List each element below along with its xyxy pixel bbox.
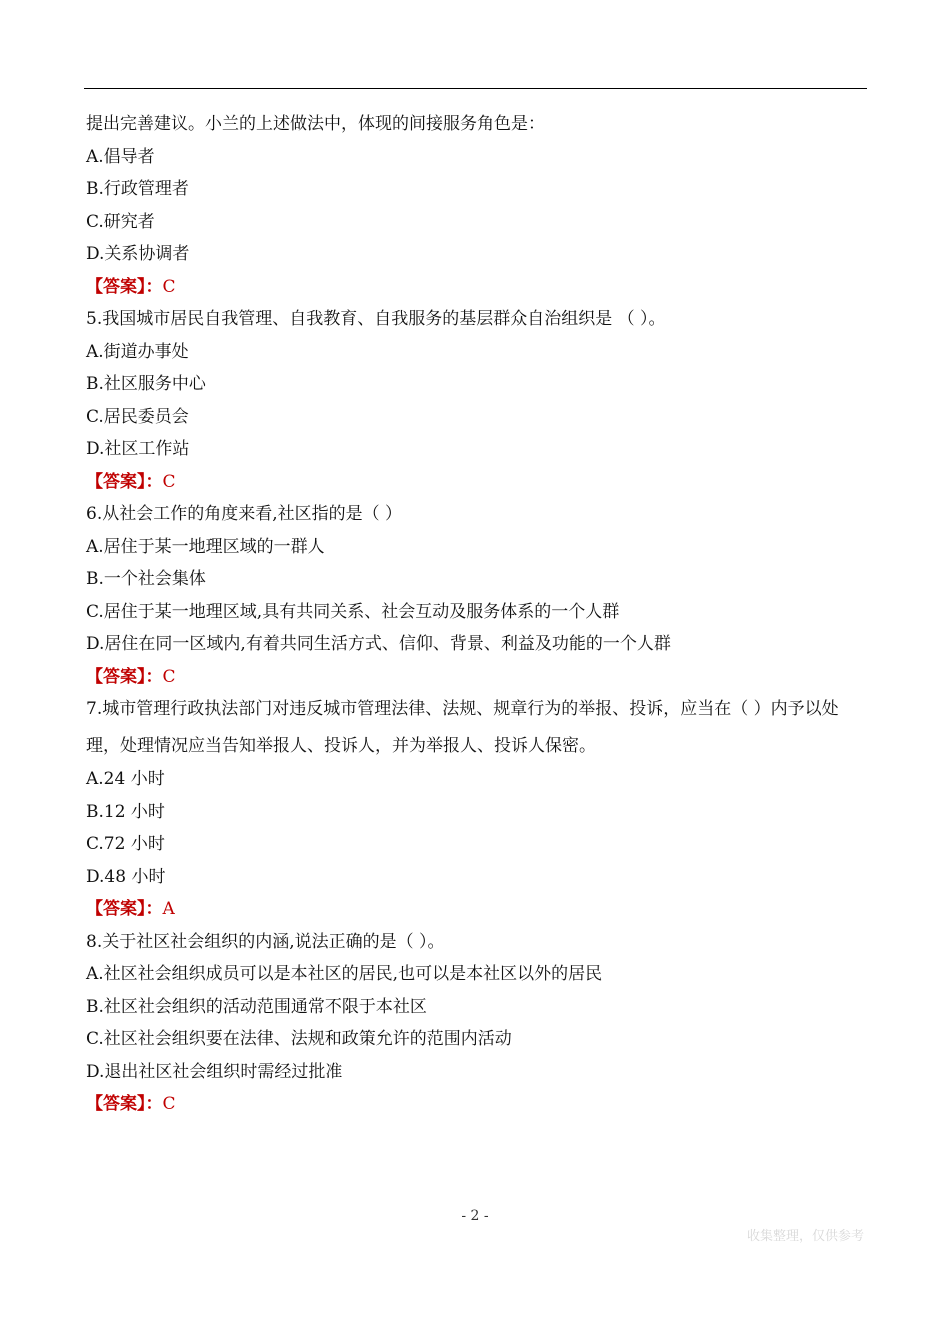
option-a: A.倡导者 bbox=[86, 146, 155, 167]
question-text: 6.从社会工作的角度来看,社区指的是（ ） bbox=[86, 504, 403, 524]
header-rule bbox=[84, 88, 867, 89]
option-b: B.12 小时 bbox=[86, 801, 165, 822]
answer-label: 【答案】： bbox=[86, 471, 163, 492]
option-a: A.24 小时 bbox=[86, 769, 165, 789]
option-b: B.一个社会集体 bbox=[86, 569, 206, 589]
option-c: C.社区社会组织要在法律、法规和政策允许的范围内活动 bbox=[86, 1029, 512, 1049]
option-c: C.居民委员会 bbox=[86, 406, 189, 427]
option-b: B.行政管理者 bbox=[86, 179, 189, 199]
answer-line bbox=[86, 665, 868, 689]
answer-value: C bbox=[162, 471, 176, 492]
question-4-continued bbox=[86, 112, 868, 299]
option-a: A.街道办事处 bbox=[86, 341, 189, 362]
option-c: C.72 小时 bbox=[86, 834, 165, 854]
answer-value: A bbox=[162, 899, 175, 919]
answer-value: C bbox=[162, 276, 176, 297]
page-number: - 2 - bbox=[461, 1208, 489, 1224]
option-c: C.居住于某一地理区域,具有共同关系、社会互动及服务体系的一个人群 bbox=[86, 601, 620, 622]
question-8 bbox=[86, 930, 868, 1117]
question-text: 8.关于社区社会组织的内涵,说法正确的是（ ）。 bbox=[86, 931, 445, 952]
option-d: D.48 小时 bbox=[86, 866, 166, 887]
answer-line bbox=[86, 1092, 868, 1116]
watermark-text: 收集整理，仅供参考 bbox=[746, 1229, 864, 1244]
question-6 bbox=[86, 502, 868, 689]
option-c: C.研究者 bbox=[86, 211, 155, 232]
option-d: D.退出社区社会组织时需经过批准 bbox=[86, 1061, 343, 1082]
answer-label: 【答案】： bbox=[86, 666, 163, 687]
answer-line bbox=[86, 897, 868, 921]
option-d: D.关系协调者 bbox=[86, 244, 190, 264]
option-a: A.社区社会组织成员可以是本社区的居民,也可以是本社区以外的居民 bbox=[86, 964, 603, 984]
option-d: D.居住在同一区域内,有着共同生活方式、信仰、背景、利益及功能的一个人群 bbox=[86, 634, 671, 654]
question-text: 7.城市管理行政执法部门对违反城市管理法律、法规、规章行为的举报、投诉，应当在（ ）内予以处理，处理情况应当告知举报人、投诉人，并为举报人、投诉人保密。 bbox=[86, 699, 839, 756]
answer-label: 【答案】： bbox=[86, 899, 163, 919]
answer-label: 【答案】： bbox=[86, 276, 163, 297]
document-body bbox=[86, 112, 868, 1125]
option-d: D.社区工作站 bbox=[86, 439, 190, 459]
question-text: 提出完善建议。小兰的上述做法中，体现的间接服务角色是： bbox=[86, 114, 545, 134]
question-7 bbox=[86, 691, 868, 921]
question-text: 5.我国城市居民自我管理、自我教育、自我服务的基层群众自治组织是 （ ）。 bbox=[86, 309, 666, 329]
option-b: B.社区社会组织的活动范围通常不限于本社区 bbox=[86, 996, 427, 1017]
answer-value: C bbox=[162, 1094, 176, 1114]
answer-value: C bbox=[162, 666, 176, 687]
answer-line bbox=[86, 470, 868, 494]
answer-label: 【答案】： bbox=[86, 1094, 163, 1114]
option-a: A.居住于某一地理区域的一群人 bbox=[86, 536, 325, 557]
option-b: B.社区服务中心 bbox=[86, 374, 206, 394]
answer-line bbox=[86, 275, 868, 299]
question-5 bbox=[86, 307, 868, 494]
